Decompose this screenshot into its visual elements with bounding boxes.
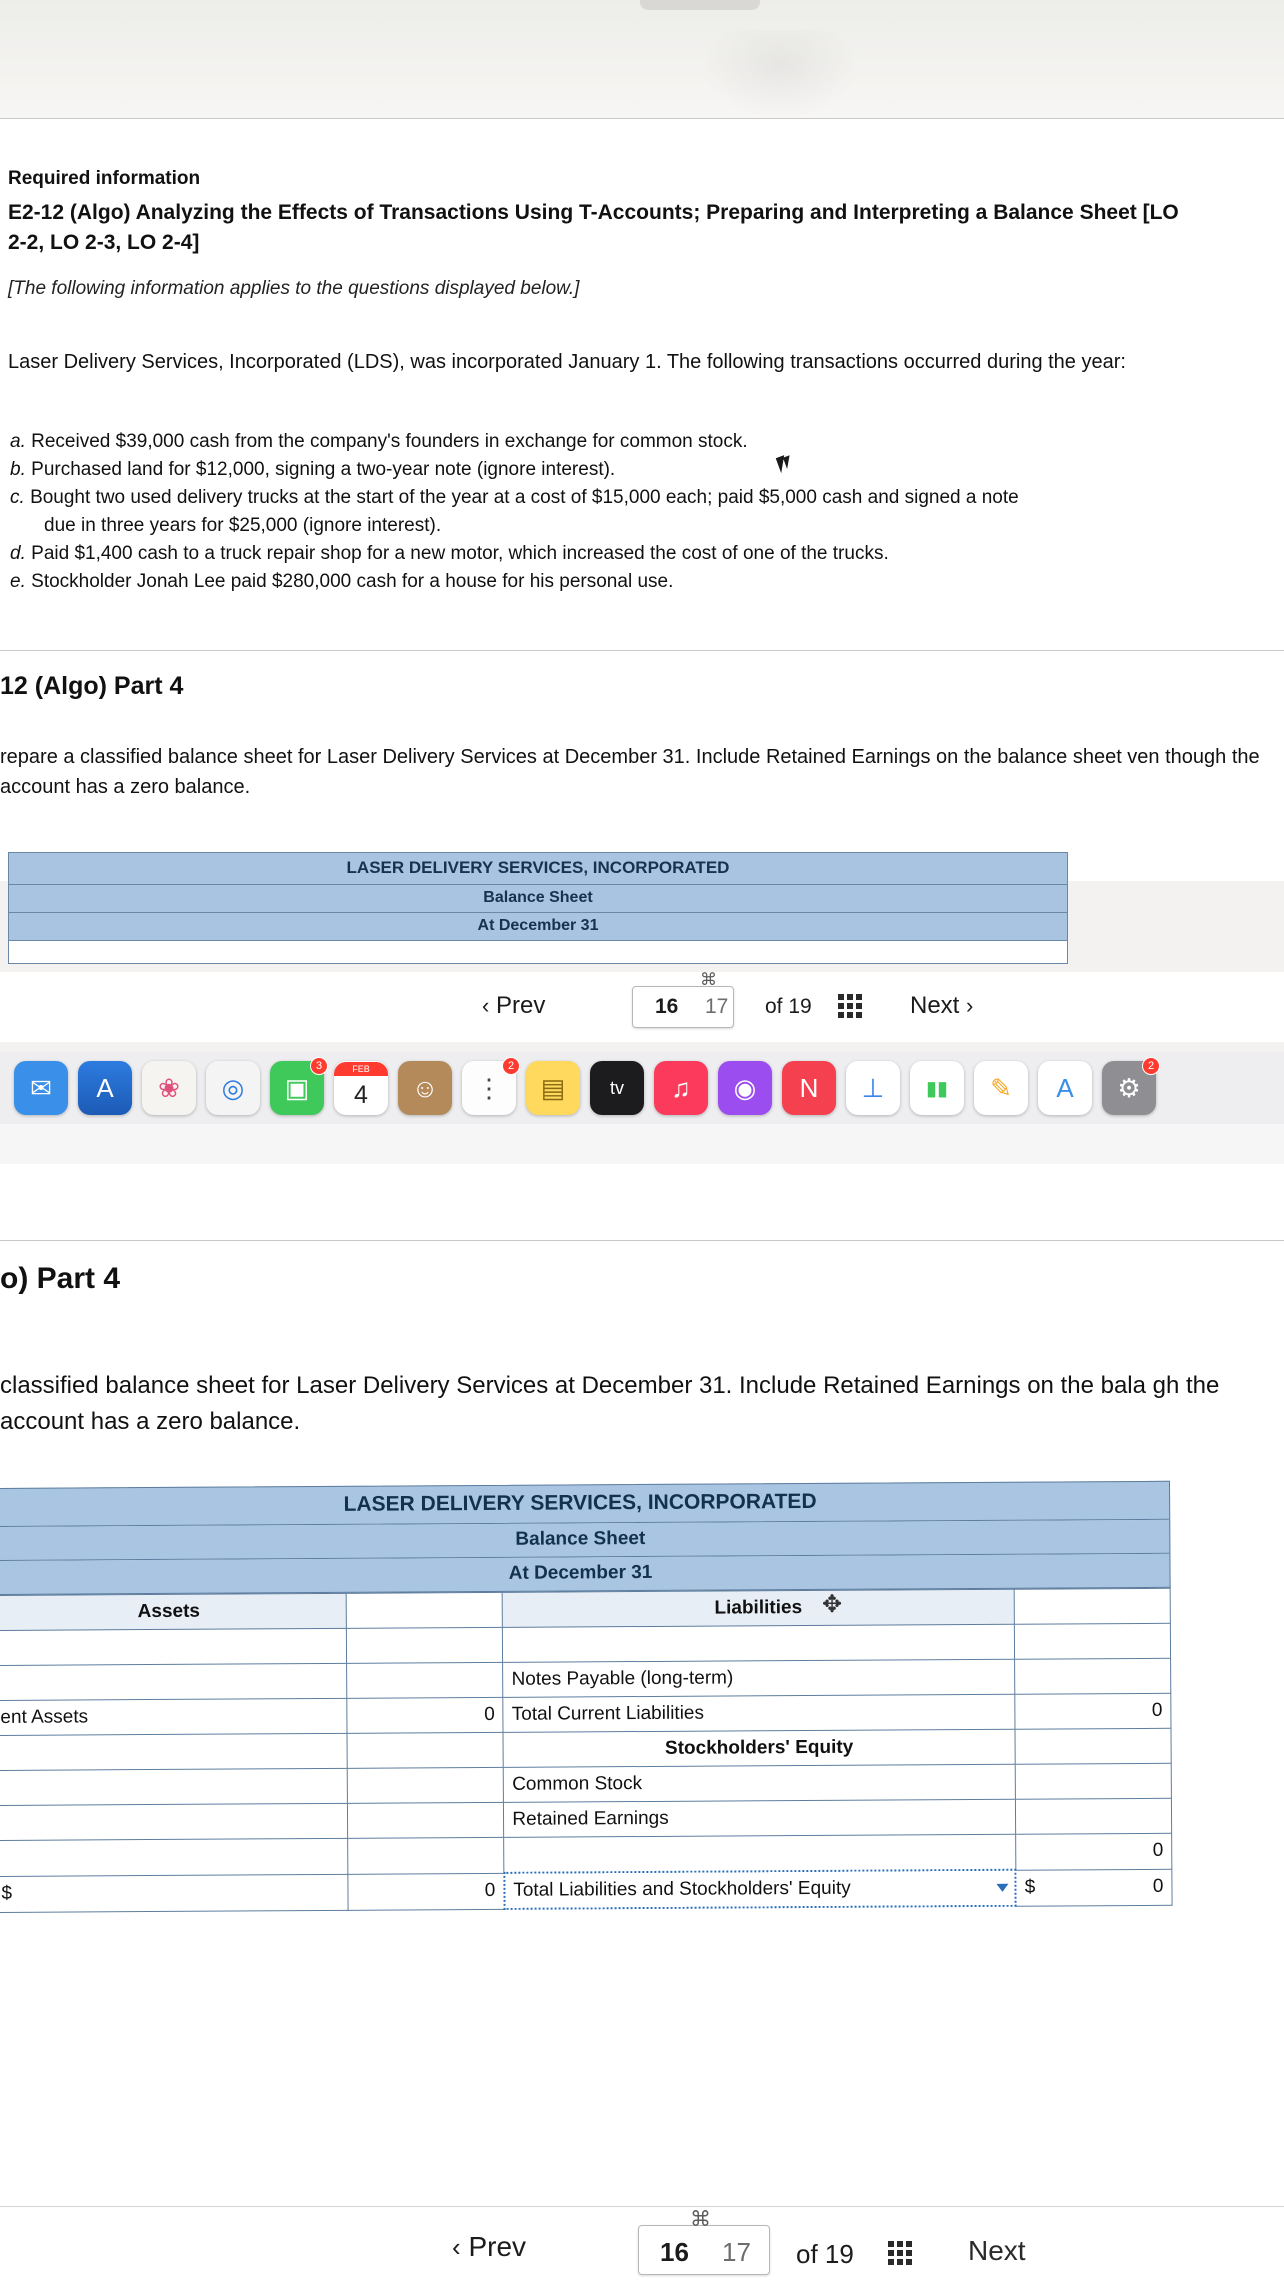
balance-sheet-form <box>0 1481 1173 1913</box>
dock-contacts-icon[interactable]: ☺ <box>398 1061 452 1115</box>
dock-system-settings-icon[interactable]: ⚙ 2 <box>1102 1061 1156 1115</box>
dock-app-store-icon[interactable]: A <box>1038 1061 1092 1115</box>
dock-podcasts-icon[interactable]: ◉ <box>718 1061 772 1115</box>
calendar-day: 4 <box>354 1081 368 1109</box>
dock-facetime-icon[interactable]: ▣ 3 <box>270 1061 324 1115</box>
liabilities-amount-header <box>1014 1588 1170 1624</box>
balance-sheet-date: At December 31 <box>0 1554 1171 1595</box>
next-button-top[interactable]: Next › <box>910 992 974 1019</box>
liabilities-header: Liabilities <box>503 1589 1015 1627</box>
dock-apple-tv-icon[interactable]: tv <box>590 1061 644 1115</box>
device-notch <box>640 0 760 10</box>
asset-label-cell[interactable] <box>0 1768 348 1805</box>
stockholders-equity-header: Stockholders' Equity <box>503 1729 1015 1767</box>
balance-sheet-top <box>8 852 1068 964</box>
balance-sheet-table <box>0 1588 1173 1913</box>
next-button-bottom[interactable]: Next <box>968 2235 1026 2266</box>
asset-label-cell[interactable] <box>0 1628 347 1665</box>
window-top-strip <box>0 0 1284 120</box>
asset-amount-cell[interactable] <box>348 1802 504 1838</box>
current-page-top: 16 <box>655 995 679 1018</box>
common-stock-amount[interactable] <box>1015 1763 1171 1799</box>
total-liabilities-and-equity-select[interactable] <box>504 1870 1016 1909</box>
dock-badge: 2 <box>502 1057 520 1075</box>
assets-amount-header <box>346 1592 502 1628</box>
transaction-item: a. Received $39,000 cash from the company's founders in exchange for common stock. <box>10 431 748 452</box>
grid-icon-bottom[interactable] <box>888 2241 912 2265</box>
liability-amount-cell[interactable] <box>1014 1623 1170 1659</box>
command-glyph-bottom: ⌘ <box>690 2208 711 2231</box>
page-total-top: of 19 <box>765 995 812 1018</box>
page-total-bottom: of 19 <box>796 2239 854 2269</box>
dock-pages-icon[interactable]: ✎ <box>974 1061 1028 1115</box>
total-amount-value: 0 <box>1152 1875 1164 1897</box>
pagination-bar-top <box>0 972 1284 1042</box>
asset-amount-cell[interactable] <box>346 1627 502 1663</box>
pagination-bar-bottom <box>0 2206 1284 2282</box>
transaction-item: b. Purchased land for $12,000, signing a two-year note (ignore interest). <box>10 459 616 480</box>
total-assets-currency: $ <box>0 1874 348 1912</box>
liability-label-cell[interactable] <box>503 1624 1015 1662</box>
table-row-total <box>0 1869 1172 1912</box>
current-page-bottom: 16 <box>660 2237 689 2267</box>
total-current-liabilities-amount[interactable]: 0 <box>1014 1693 1170 1729</box>
dock-music-icon[interactable]: ♫ <box>654 1061 708 1115</box>
dock-calendar-icon[interactable] <box>334 1061 388 1115</box>
common-stock-label[interactable]: Common Stock <box>504 1764 1016 1802</box>
total-current-assets-label[interactable]: ent Assets <box>0 1698 347 1735</box>
notes-payable-amount[interactable] <box>1014 1658 1170 1694</box>
problem-note: [The following information applies to the questions displayed below.] <box>8 278 580 299</box>
calendar-month: FEB <box>334 1062 388 1076</box>
total-liabilities-and-equity-label: Total Liabilities and Stockholders' Equity <box>513 1877 851 1901</box>
dock-photos-icon[interactable]: ❀ <box>142 1061 196 1115</box>
balance-sheet-company-top: LASER DELIVERY SERVICES, INCORPORATED <box>8 852 1068 885</box>
total-currency-symbol: $ <box>1024 1876 1036 1898</box>
retained-earnings-amount[interactable] <box>1015 1798 1171 1834</box>
dock-app-store-blue-icon[interactable]: A <box>78 1061 132 1115</box>
total-assets-amount[interactable]: 0 <box>348 1873 504 1910</box>
equity-label-cell[interactable] <box>504 1834 1016 1873</box>
balance-sheet-row-top <box>8 941 1068 964</box>
dock-news-icon[interactable]: N <box>782 1061 836 1115</box>
grid-icon-top[interactable] <box>838 994 862 1018</box>
balance-sheet-statement-top: Balance Sheet <box>8 885 1068 913</box>
asset-label-cell[interactable] <box>0 1663 347 1700</box>
dock-badge: 3 <box>310 1057 328 1075</box>
asset-label-cell[interactable] <box>0 1803 348 1840</box>
balance-sheet-company: LASER DELIVERY SERVICES, INCORPORATED <box>0 1481 1170 1527</box>
problem-intro: Laser Delivery Services, Incorporated (LDS), was incorporated January 1. The following transactions occurred during the year: <box>8 351 1126 373</box>
chevron-down-icon[interactable] <box>997 1884 1009 1892</box>
transactions-list <box>10 428 1260 596</box>
screen-glare <box>700 30 860 120</box>
next-page-number-bottom: 17 <box>722 2237 751 2267</box>
part-heading-bottom: o) Part 4 <box>0 1262 121 1295</box>
asset-label-cell[interactable] <box>0 1838 348 1876</box>
total-current-liabilities-label[interactable]: Total Current Liabilities <box>503 1694 1015 1732</box>
macos-dock[interactable] <box>0 1052 1284 1124</box>
next-page-number-top: 17 <box>705 995 729 1018</box>
balance-sheet-date-top: At December 31 <box>8 913 1068 941</box>
asset-amount-cell[interactable] <box>347 1732 503 1768</box>
balance-sheet-statement: Balance Sheet <box>0 1520 1170 1561</box>
part-heading-top: 12 (Algo) Part 4 <box>0 672 184 700</box>
notes-payable-label[interactable]: Notes Payable (long-term) <box>503 1659 1015 1697</box>
asset-label-cell[interactable] <box>0 1733 347 1770</box>
divider-part-bottom <box>0 1240 1284 1241</box>
assets-header: Assets <box>0 1593 346 1630</box>
asset-amount-cell[interactable] <box>348 1837 504 1873</box>
asset-amount-cell[interactable] <box>347 1767 503 1803</box>
part-body-bottom: classified balance sheet for Laser Delivery Services at December 31. Include Retained Earnings on the bala gh the account has a zero balance. <box>0 1372 1220 1435</box>
total-current-assets-amount[interactable]: 0 <box>347 1697 503 1733</box>
retained-earnings-label[interactable]: Retained Earnings <box>504 1799 1016 1837</box>
prev-button-bottom[interactable]: ‹ Prev <box>452 2231 527 2262</box>
dock-notes-icon[interactable]: ▤ <box>526 1061 580 1115</box>
asset-amount-cell[interactable] <box>347 1662 503 1698</box>
problem-title: E2-12 (Algo) Analyzing the Effects of Transactions Using T-Accounts; Preparing and Interpreting a Balance Sheet [LO 2-2, LO 2-3, LO 2-4] <box>8 201 1179 254</box>
transaction-item: d. Paid $1,400 cash to a truck repair shop for a new motor, which increased the cost of one of the trucks. <box>10 543 889 564</box>
dock-keynote-icon[interactable]: ⊥ <box>846 1061 900 1115</box>
dock-badge: 2 <box>1142 1057 1160 1075</box>
command-glyph-top: ⌘ <box>700 970 717 989</box>
dock-numbers-icon[interactable]: ▮▮ <box>910 1061 964 1115</box>
equity-amount-header[interactable] <box>1015 1728 1171 1764</box>
transaction-item: c. Bought two used delivery trucks at the start of the year at a cost of $15,000 each; paid $5,000 cash and signed a note due in three years for $25,000 (ignore interest). <box>10 487 1019 536</box>
transaction-item: e. Stockholder Jonah Lee paid $280,000 cash for a house for his personal use. <box>10 571 674 592</box>
required-information-label: Required information <box>8 168 201 189</box>
part-body-top: repare a classified balance sheet for Laser Delivery Services at December 31. Include Retained Earnings on the balance sheet ven though the account has a zero balance. <box>0 746 1260 798</box>
dock-mail-icon[interactable]: ✉ <box>14 1061 68 1115</box>
dock-reminders-icon[interactable]: ⋮ 2 <box>462 1061 516 1115</box>
total-equity-amount[interactable]: 0 <box>1015 1833 1171 1869</box>
move-cursor-icon: ✥ <box>822 1591 843 1618</box>
prev-button-top[interactable]: ‹ Prev <box>482 992 546 1019</box>
total-liabilities-and-equity-amount[interactable] <box>1016 1869 1172 1906</box>
dock-chrome-icon[interactable]: ◎ <box>206 1061 260 1115</box>
